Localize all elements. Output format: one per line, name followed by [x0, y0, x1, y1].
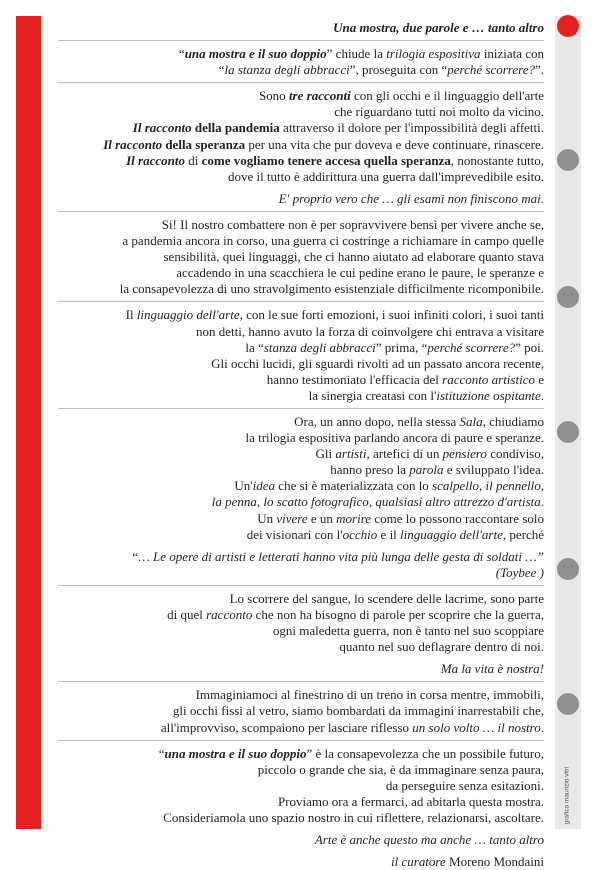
left-red-bar	[16, 16, 41, 829]
language-of-art-paragraph: Il linguaggio dell'arte, con le sue forti emozioni, i suoi infiniti colori, i suoi tanti non detti, hanno avuto la forza di coinvolgere chi entrava a visitare la “stanza degli abbracci” prima, “perché scorrere?” poi. Gli occhi lucidi, gli sguardi rivolti ad un passato ancora recente, hanno testimoniato l'efficacia del racconto artistico e la sinergia creatasi con l'istituzione ospitante.	[125, 307, 544, 403]
gray-circle-marker-1	[557, 149, 579, 171]
three-stories-paragraph: Sono tre racconti con gli occhi e il linguaggio dell'arte che riguardano tutti noi molto da vicino. Il racconto della pandemia attraverso il dolore per l'impossibilità degli affetti. Il racconto della speranza per una vita che pur doveva e deve continuare, rinascere. Il racconto di come vogliamo tenere accesa quella speranza, nonostante tutto, dove il tutto è addirittura una guerra dall'imprevedibile esito.	[103, 88, 544, 184]
divider	[58, 740, 544, 741]
divider	[58, 40, 544, 41]
article-title: Una mostra, due parole e … tanto altro	[333, 20, 544, 35]
closing-line: Arte è anche questo ma anche … tanto altro	[314, 832, 544, 848]
awareness-paragraph: “una mostra e il suo doppio” è la consapevolezza che un possibile futuro, piccolo o grande che sia, è da immaginare senza paura, da perseguire senza esitazioni. Proviamo ora a fermarci, ad abitarla questa mostra. Consideriamola uno spazio nostro in cui riflettere, relazionarsi, ascoltare.	[158, 745, 544, 826]
gray-circle-marker-2	[557, 286, 579, 308]
fight-paragraph: Si! Il nostro combattere non è per sopravvivere bensì per vivere anche se, a pandemia ancora in corso, una guerra ci costringe a richiamare in campo quelle sensibilità, quei linguaggi, che ci hanno aiutato ad elaborare quanto stava accadendo in una scacchiera le cui pedine erano le paure, le speranze e la consapevolezza di uno stravolgimento esistenziale difficilmente ricomponibile.	[119, 216, 544, 297]
train-paragraph: Immaginiamoci al finestrino di un treno in corsa mentre, immobili, gli occhi fissi al vetro, siamo bombardati da immagini inarrestabili che, all'improvviso, scompaiono per lasciare riflesso un solo volto … il nostro.	[160, 687, 544, 735]
one-year-later-paragraph: Ora, un anno dopo, nella stessa Sala, chiudiamo la trilogia espositiva parlando ancora di paure e speranze. Gli artisti, artefici di un pensiero condiviso, hanno preso la parola e sviluppato l'idea. Un'idea che si è materializzata con lo scalpello, il pennello, la penna, lo scatto fotografico, qualsiasi altro attrezzo d'artista. Un vivere e un morire come lo possono raccontare solo dei visionari con l'occhio e il linguaggio dell'arte, perché	[211, 413, 544, 542]
divider	[58, 211, 544, 212]
divider	[58, 681, 544, 682]
gray-circle-marker-4	[557, 558, 579, 580]
article-body	[58, 20, 544, 870]
blood-paragraph: Lo scorrere del sangue, lo scendere delle lacrime, sono parte di quel racconto che non ha bisogno di parole per scoprire che la guerra, ogni maledetta guerra, non è tanto nel suo scoppiare quanto nel suo deflagrare dentro di noi.	[167, 590, 544, 655]
divider	[58, 408, 544, 409]
divider	[58, 82, 544, 83]
life-is-ours-line: Ma la vita è nostra!	[440, 661, 544, 677]
intro-paragraph: “una mostra e il suo doppio” chiude la trilogia espositiva iniziata con “la stanza degli abbracci”, proseguita con “perché scorrere?”.	[178, 46, 544, 78]
gray-circle-marker-5	[557, 693, 579, 715]
curator-signature: il curatore Moreno Mondaini	[391, 854, 544, 870]
divider	[58, 585, 544, 586]
divider	[58, 301, 544, 302]
graphic-credit: grafica maurizio vitri	[563, 766, 571, 825]
gray-circle-marker-3	[557, 421, 579, 443]
toybee-quote: “… Le opere di artisti e letterati hanno vita più lunga delle gesta di soldati …” (Toybee )	[131, 548, 544, 580]
red-circle-marker	[557, 15, 579, 37]
exams-line: E' proprio vero che … gli esami non finiscono mai.	[278, 190, 544, 206]
